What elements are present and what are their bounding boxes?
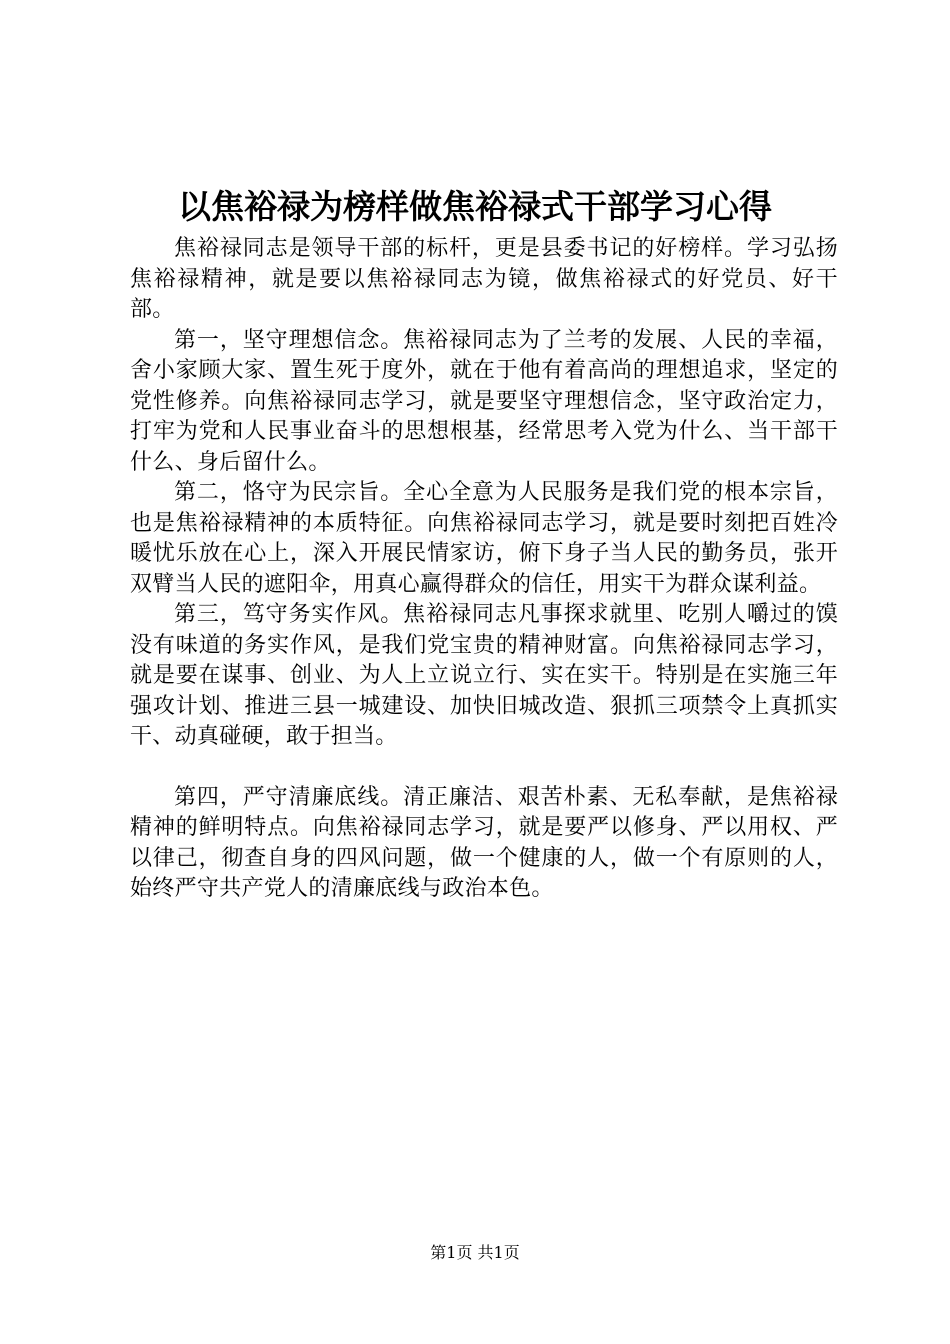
paragraph-fourth: 第四，严守清廉底线。清正廉洁、艰苦朴素、无私奉献，是焦裕禄精神的鲜明特点。向焦裕禄同志学习，就是要严以修身、严以用权、严以律己，彻查自身的四风问题，做一个健康的人，做一个有原则的人，始终严守共产党人的清廉底线与政治本色。 [130, 784, 838, 901]
paragraph-intro: 焦裕禄同志是领导干部的标杆，更是县委书记的好榜样。学习弘扬焦裕禄精神，就是要以焦裕禄同志为镜，做焦裕禄式的好党员、好干部。 [130, 236, 838, 322]
paragraph-second: 第二，恪守为民宗旨。全心全意为人民服务是我们党的根本宗旨，也是焦裕禄精神的本质特征。向焦裕禄同志学习，就是要时刻把百姓冷暖忧乐放在心上，深入开展民情家访，俯下身子当人民的勤务员，张开双臂当人民的遮阳伞，用真心赢得群众的信任，用实干为群众谋利益。 [130, 480, 838, 597]
paragraph-third: 第三，笃守务实作风。焦裕禄同志凡事探求就里、吃别人嚼过的馍没有味道的务实作风，是我们党宝贵的精神财富。向焦裕禄同志学习，就是要在谋事、创业、为人上立说立行、实在实干。特别是在实施三年强攻计划、推进三县一城建设、加快旧城改造、狠抓三项禁令上真抓实干、动真碰硬，敢于担当。 [130, 602, 838, 749]
paragraph-first: 第一，坚守理想信念。焦裕禄同志为了兰考的发展、人民的幸福，舍小家顾大家、置生死于度外，就在于他有着高尚的理想追求，坚定的党性修养。向焦裕禄同志学习，就是要坚守理想信念，坚守政治定力，打牢为党和人民事业奋斗的思想根基，经常思考入党为什么、当干部干什么、身后留什么。 [130, 327, 838, 475]
document-title: 以焦裕禄为榜样做焦裕禄式干部学习心得 [178, 187, 772, 226]
page-footer: 第1页 共1页 [430, 1243, 520, 1262]
document-body [130, 234, 838, 905]
